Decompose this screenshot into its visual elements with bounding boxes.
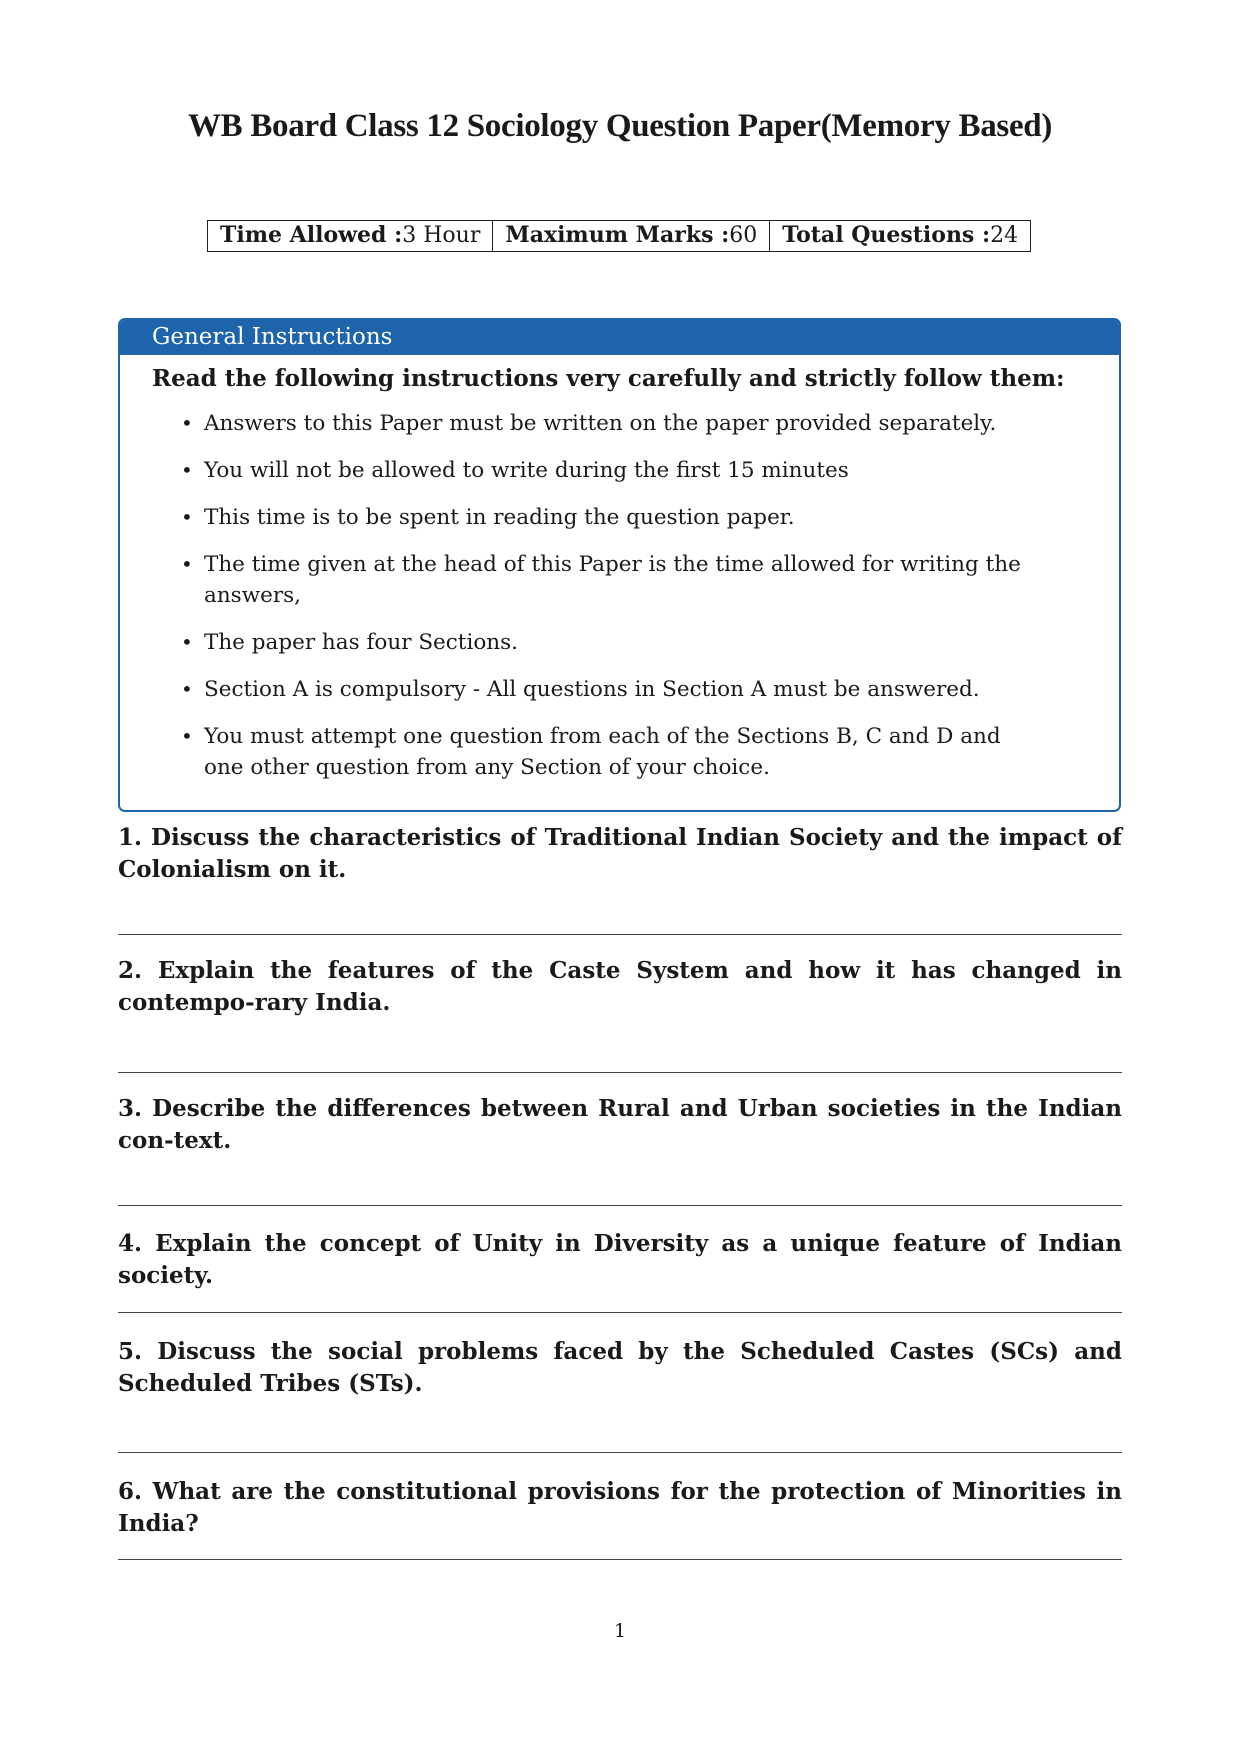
general-instructions-header: General Instructions [120,320,1119,355]
paper-title: WB Board Class 12 Sociology Question Paper(Memory Based) [187,108,1053,144]
instruction-item [181,721,1119,783]
bullet-icon: • [181,630,193,654]
question-2: 2. Explain the features of the Caste System and how it has changed in contempo-rary India. [118,957,1122,1016]
answer-line-1 [118,934,1122,935]
bullet-icon: • [181,411,193,435]
instruction-text: This time is to be spent in reading the question paper. [204,505,795,530]
question-1: 1. Discuss the characteristics of Traditional Indian Society and the impact of Colonialism on it. [118,824,1122,883]
general-instructions-box [118,318,1121,812]
bullet-icon: • [181,552,193,576]
time-allowed-value: 3 Hour [402,223,481,248]
bullet-icon: • [181,458,193,482]
maximum-marks-label: Maximum Marks : [505,222,730,248]
answer-line-6 [118,1559,1122,1560]
instruction-item [181,408,1119,439]
instruction-text: The time given at the head of this Paper is the time allowed for writing the answers, [204,552,1021,608]
instruction-item [181,502,1119,533]
question-5: 5. Discuss the social problems faced by the Scheduled Castes (SCs) and Scheduled Tribes (STs). [118,1338,1122,1397]
time-allowed-label: Time Allowed : [220,222,403,248]
time-allowed-cell [208,221,493,252]
answer-line-3 [118,1205,1122,1206]
instructions-lead: Read the following instructions very carefully and strictly follow them: [152,365,1065,392]
answer-line-4 [118,1312,1122,1313]
bullet-icon: • [181,724,193,748]
page-number: 1 [613,1620,627,1642]
maximum-marks-value: 60 [729,223,758,248]
bullet-icon: • [181,505,193,529]
answer-line-2 [118,1072,1122,1073]
instruction-text: You will not be allowed to write during the first 15 minutes [204,458,849,483]
question-3: 3. Describe the differences between Rural and Urban societies in the Indian con-text. [118,1095,1122,1154]
question-4: 4. Explain the concept of Unity in Diversity as a unique feature of Indian society. [118,1230,1122,1289]
maximum-marks-cell [493,221,770,252]
instruction-item [181,674,1119,705]
instruction-item [181,455,1119,486]
bullet-icon: • [181,677,193,701]
paper-meta-table [207,220,1031,252]
question-6: 6. What are the constitutional provisions for the protection of Minorities in India? [118,1478,1122,1537]
instruction-item [181,549,1119,611]
total-questions-cell [770,221,1031,252]
instruction-item [181,627,1119,658]
answer-line-5 [118,1452,1122,1453]
total-questions-value: 24 [990,223,1019,248]
instruction-text: Section A is compulsory - All questions in Section A must be answered. [204,677,980,702]
instructions-list [120,408,1119,783]
instruction-text: You must attempt one question from each of the Sections B, C and D and one other question from any Section of your choice. [204,724,1001,780]
instruction-text: The paper has four Sections. [204,630,518,655]
instruction-text: Answers to this Paper must be written on the paper provided separately. [204,411,997,436]
total-questions-label: Total Questions : [782,222,991,248]
